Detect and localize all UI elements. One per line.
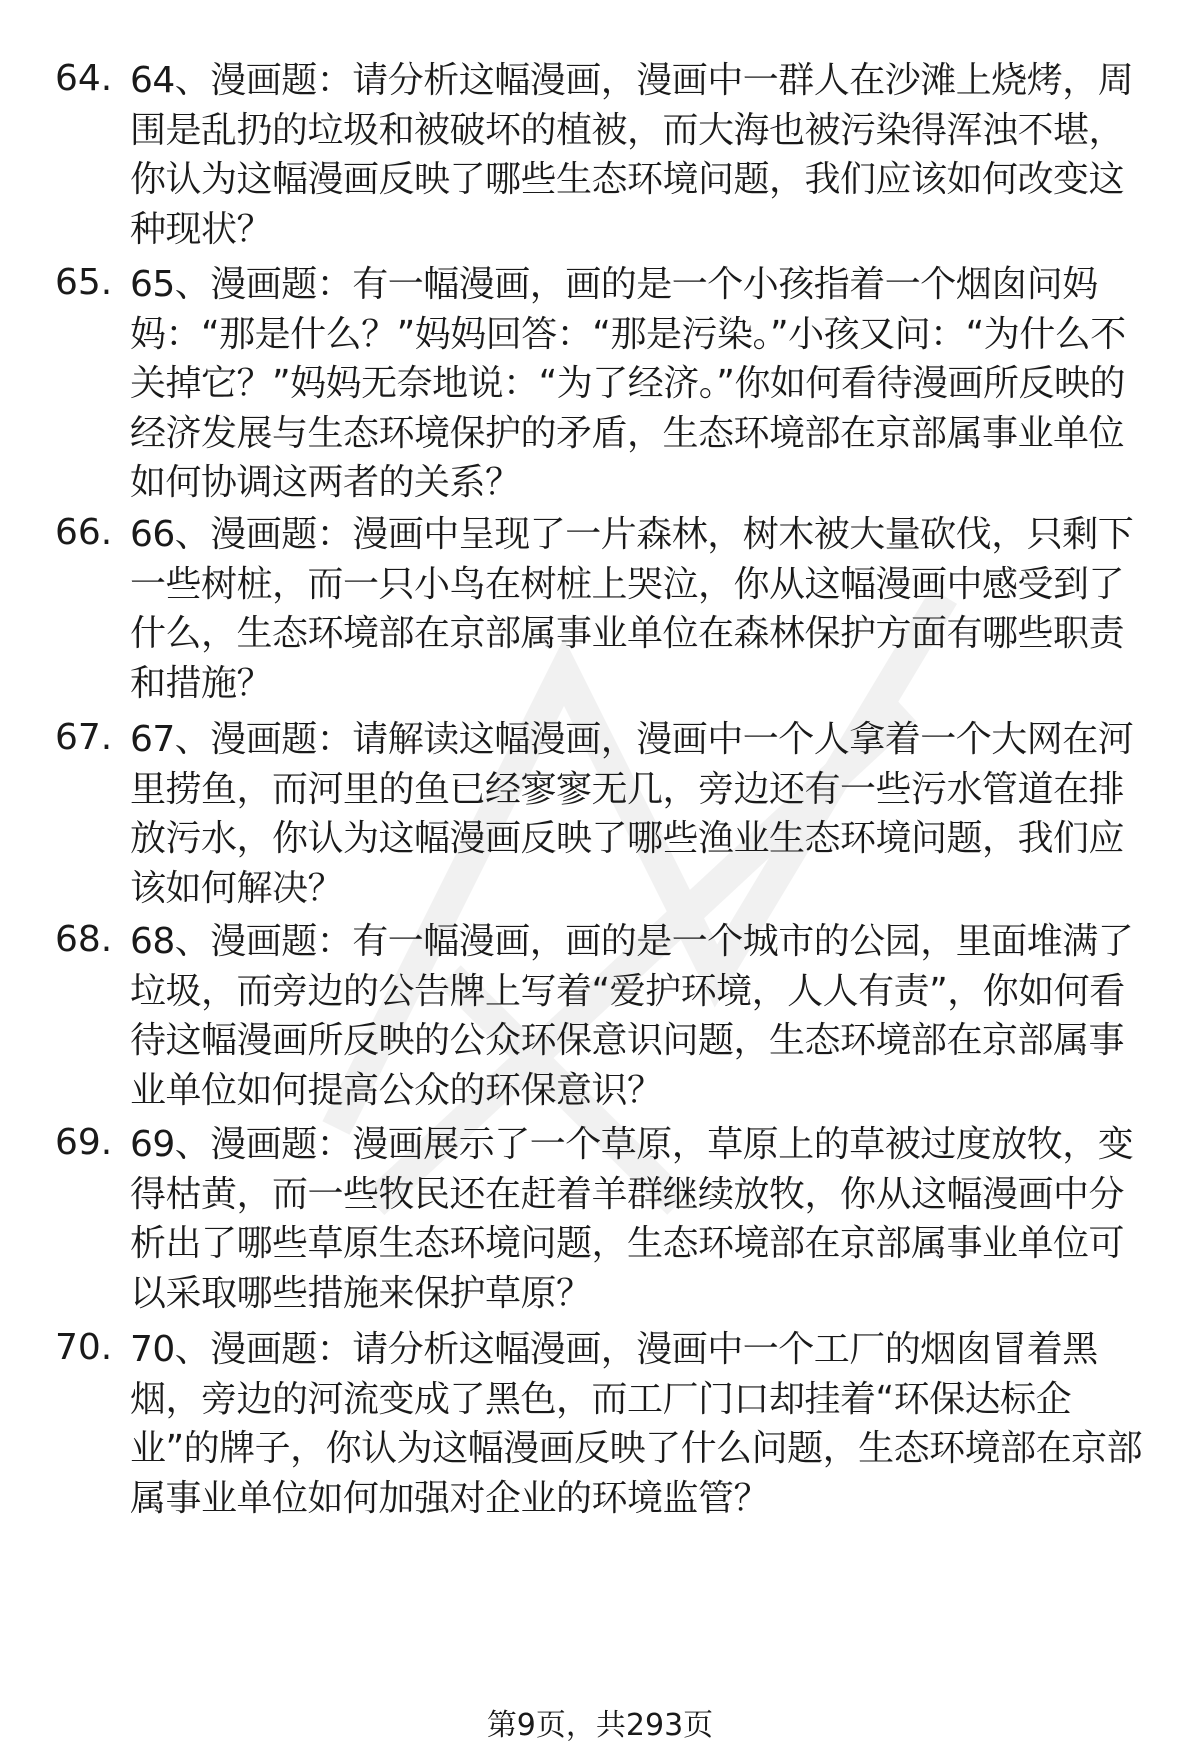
question-text: 67、漫画题：请解读这幅漫画，漫画中一个人拿着一个大网在河里捞鱼，而河里的鱼已经寥寥无几，旁边还有一些污水管道在排放污水，你认为这幅漫画反映了哪些渔业生态环境问题，我们应该如何解决？: [130, 719, 1134, 909]
question-text: 68、漫画题：有一幅漫画，画的是一个城市的公园，里面堆满了垃圾，而旁边的公告牌上写着“爱护环境，人人有责”，你如何看待这幅漫画所反映的公众环保意识问题，生态环境部在京部属事业单位如何提高公众的环保意识？: [130, 921, 1134, 1111]
question-number: 67.: [55, 717, 113, 758]
question-text: 64、漫画题：请分析这幅漫画，漫画中一群人在沙滩上烧烤，周围是乱扔的垃圾和被破坏的植被，而大海也被污染得浑浊不堪，你认为这幅漫画反映了哪些生态环境问题，我们应该如何改变这种现状？: [130, 60, 1134, 250]
question-text: 69、漫画题：漫画展示了一个草原，草原上的草被过度放牧，变得枯黄，而一些牧民还在赶着羊群继续放牧，你从这幅漫画中分析出了哪些草原生态环境问题，生态环境部在京部属事业单位可以采取哪些措施来保护草原？: [130, 1124, 1134, 1314]
question-number: 64.: [55, 58, 113, 99]
question-text: 70、漫画题：请分析这幅漫画，漫画中一个工厂的烟囱冒着黑烟，旁边的河流变成了黑色，而工厂门口却挂着“环保达标企业”的牌子，你认为这幅漫画反映了什么问题，生态环境部在京部属事业单位如何加强对企业的环境监管？: [130, 1329, 1143, 1519]
question-number: 66.: [55, 512, 113, 553]
question-text: 66、漫画题：漫画中呈现了一片森林，树木被大量砍伐，只剩下一些树桩，而一只小鸟在树桩上哭泣，你从这幅漫画中感受到了什么，生态环境部在京部属事业单位在森林保护方面有哪些职责和措施？: [130, 514, 1134, 704]
question-text: 65、漫画题：有一幅漫画，画的是一个小孩指着一个烟囱问妈妈：“那是什么？”妈妈回答：“那是污染。”小孩又问：“为什么不关掉它？”妈妈无奈地说：“为了经济。”你如何看待漫画所反映的经济发展与生态环境保护的矛盾，生态环境部在京部属事业单位如何协调这两者的关系？: [130, 264, 1126, 503]
question-number: 68.: [55, 919, 113, 960]
question-number: 69.: [55, 1122, 113, 1163]
page-footer: 第9页，共293页: [486, 1708, 714, 1743]
question-number: 65.: [55, 262, 113, 303]
question-number: 70.: [55, 1327, 113, 1368]
